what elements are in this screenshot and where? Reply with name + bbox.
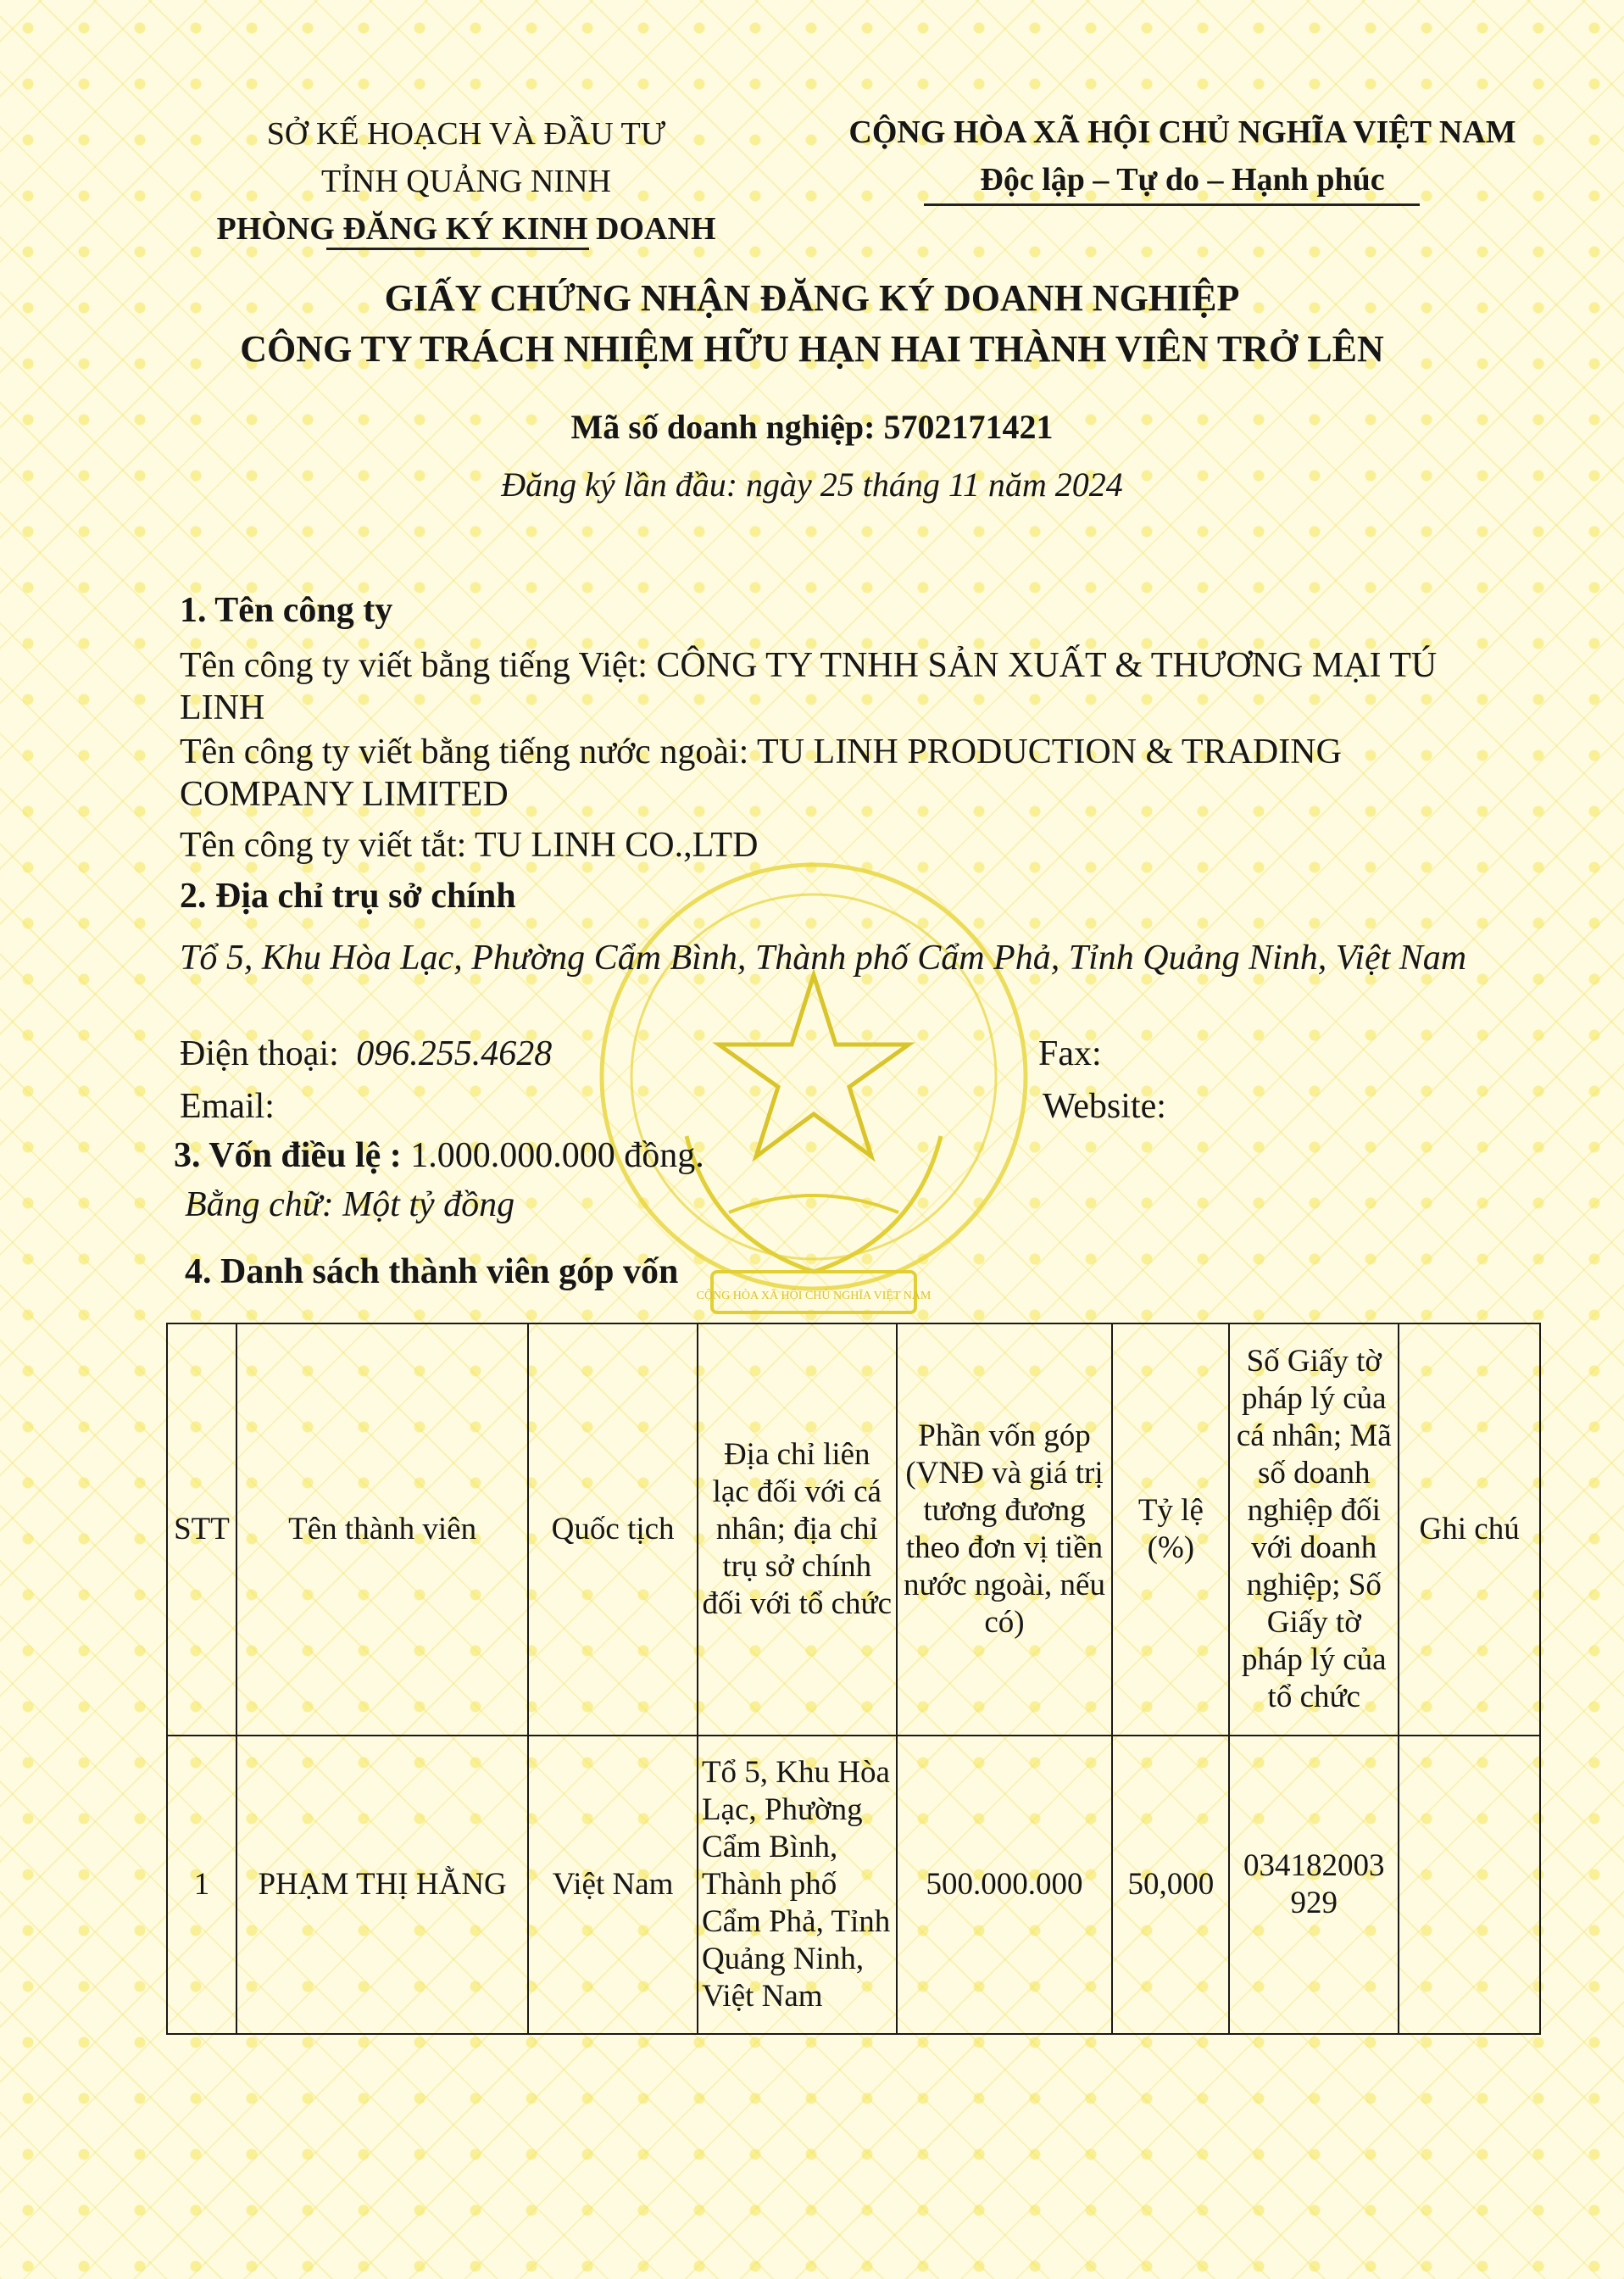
section2-heading: 2. Địa chỉ trụ sở chính [180,877,516,916]
emblem-text: CỘNG HÒA XÃ HỘI CHỦ NGHĨA VIỆT NAM [696,1290,932,1302]
col-capital: Phần vốn góp (VNĐ và giá trị tương đương theo đơn vị tiền nước ngoài, nếu có) [897,1323,1113,1736]
row-ratio: 50,000 [1112,1736,1229,2034]
table-header-row [167,1323,1540,1736]
charter-capital [174,1134,1496,1177]
company-name-foreign [180,731,1502,816]
phone-value: 096.255.4628 [356,1034,553,1073]
col-ratio: Tỷ lệ (%) [1112,1323,1229,1736]
section3-heading: 3. Vốn điều lệ : [174,1136,402,1175]
section4-heading: 4. Danh sách thành viên góp vốn [185,1252,679,1291]
head-office-address: Tổ 5, Khu Hòa Lạc, Phường Cẩm Bình, Thành phố Cẩm Phả, Tỉnh Quảng Ninh, Việt Nam [180,939,1467,978]
section1-heading: 1. Tên công ty [180,591,393,630]
charter-capital-words: Bằng chữ: Một tỷ đồng [185,1185,515,1224]
email-label: Email: [180,1087,275,1126]
phone-line [180,1033,773,1075]
fax-label: Fax: [1038,1034,1102,1073]
document-title [0,273,1624,375]
row-address: Tổ 5, Khu Hòa Lạc, Phường Cẩm Bình, Thành phố Cẩm Phả, Tỉnh Quảng Ninh, Việt Nam [698,1736,897,2034]
company-short-name-label: Tên công ty viết tắt: [180,826,475,865]
col-name: Tên thành viên [236,1323,528,1736]
row-capital: 500.000.000 [897,1736,1113,2034]
authority-line3: PHÒNG ĐĂNG KÝ KINH DOANH [216,211,716,247]
members-table [166,1323,1541,2035]
republic-name: CỘNG HÒA XÃ HỘI CHỦ NGHĨA VIỆT NAM [848,114,1516,150]
col-note: Ghi chú [1399,1323,1540,1736]
company-name-foreign-value: TU LINH PRODUCTION & TRADING COMPANY LIMITED [180,733,1342,814]
company-short-name [180,824,1502,866]
authority-line2: TỈNH QUẢNG NINH [321,164,611,199]
authority-underline [326,248,589,250]
issuing-authority [170,110,763,253]
national-emblem-watermark [585,848,1043,1374]
row-nationality: Việt Nam [528,1736,698,2034]
motto: Độc lập – Tự do – Hạnh phúc [980,162,1385,198]
motto-underline [924,203,1420,206]
col-stt: STT [167,1323,236,1736]
col-address: Địa chỉ liên lạc đối với cá nhân; địa chỉ trụ sở chính đối với tổ chức [698,1323,897,1736]
title-line1: GIẤY CHỨNG NHẬN ĐĂNG KÝ DOANH NGHIỆP [384,277,1240,319]
company-name-vn-label: Tên công ty viết bằng tiếng Việt: [180,646,657,685]
title-line2: CÔNG TY TRÁCH NHIỆM HỮU HẠN HAI THÀNH VIÊN TRỞ LÊN [240,328,1384,370]
website-label: Website: [1043,1087,1166,1126]
national-motto [814,109,1551,203]
phone-label: Điện thoại: [180,1034,339,1073]
authority-line1: SỞ KẾ HOẠCH VÀ ĐẦU TƯ [266,116,666,152]
company-name-foreign-label: Tên công ty viết bằng tiếng nước ngoài: [180,733,758,772]
row-stt: 1 [167,1736,236,2034]
row-name: PHẠM THỊ HẰNG [236,1736,528,2034]
company-short-name-value: TU LINH CO.,LTD [474,826,759,865]
first-registration-date: Đăng ký lần đầu: ngày 25 tháng 11 năm 2024 [501,465,1123,504]
row-legal-id: 034182003 929 [1229,1736,1399,2034]
col-nationality: Quốc tịch [528,1323,698,1736]
company-name-vn-value: CÔNG TY TNHH SẢN XUẤT & THƯƠNG MẠI TÚ LINH [180,646,1438,727]
table-row [167,1736,1540,2034]
enterprise-code: Mã số doanh nghiệp: 5702171421 [570,408,1054,446]
company-name-vn [180,644,1502,729]
row-note [1399,1736,1540,2034]
charter-capital-value: 1.000.000.000 đồng. [410,1136,704,1175]
col-legal-id: Số Giấy tờ pháp lý của cá nhân; Mã số doanh nghiệp đối với doanh nghiệp; Số Giấy tờ pháp lý của tổ chức [1229,1323,1399,1736]
